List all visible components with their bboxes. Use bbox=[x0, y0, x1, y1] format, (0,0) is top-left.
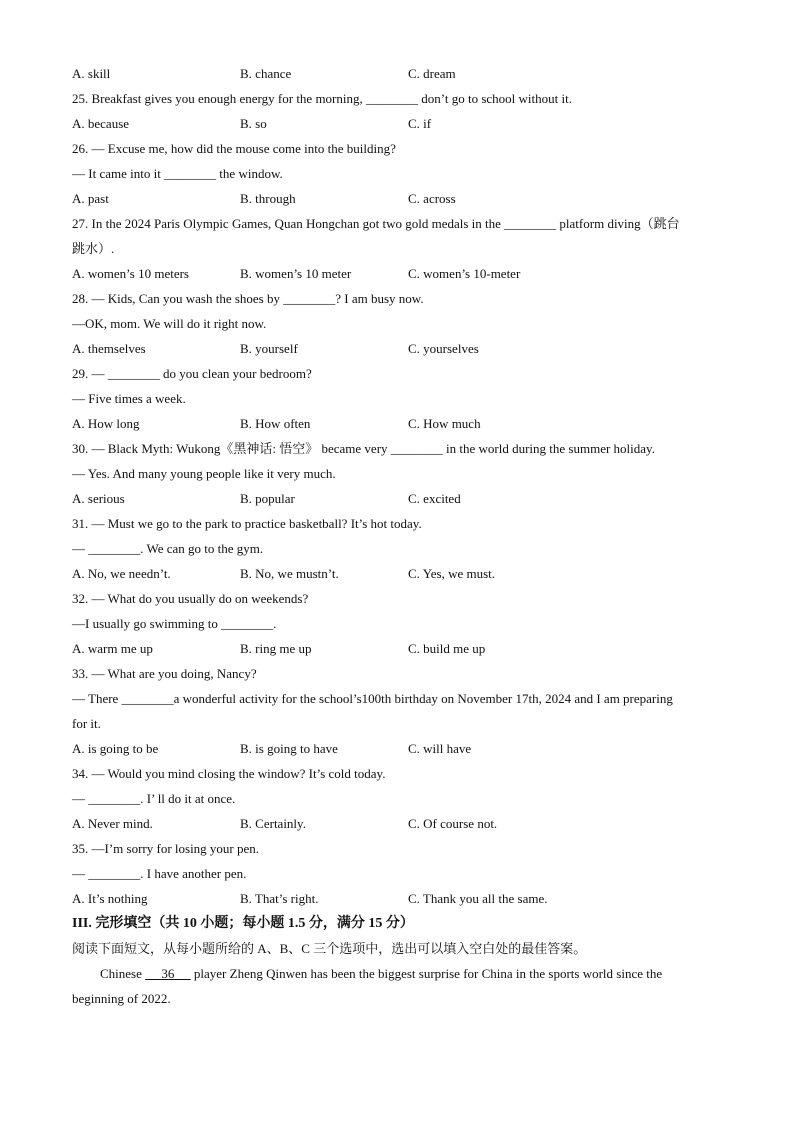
q29-options bbox=[72, 411, 732, 436]
exam-page bbox=[72, 61, 732, 1011]
q32-stem: 32. — What do you usually do on weekends? bbox=[72, 591, 309, 606]
q26-option-c: C. across bbox=[408, 191, 456, 206]
q33-stem: 33. — What are you doing, Nancy? bbox=[72, 666, 257, 681]
q24-option-b: B. chance bbox=[240, 66, 292, 81]
q31-option-a: A. No, we needn’t. bbox=[72, 566, 171, 581]
q24-option-c: C. dream bbox=[408, 66, 456, 81]
blank-36: 36 bbox=[145, 966, 191, 981]
q33-reply-cont: for it. bbox=[72, 716, 101, 731]
q30-option-a: A. serious bbox=[72, 491, 125, 506]
q32-options bbox=[72, 636, 732, 661]
q33-options bbox=[72, 736, 732, 761]
q31-option-c: C. Yes, we must. bbox=[408, 566, 496, 581]
q33-option-a: A. is going to be bbox=[72, 741, 159, 756]
q27-option-c: C. women’s 10-meter bbox=[408, 266, 521, 281]
q26-reply: — It came into it ________ the window. bbox=[72, 166, 283, 181]
q34-reply: — ________. I’ ll do it at once. bbox=[72, 791, 236, 806]
q27-stem: 27. In the 2024 Paris Olympic Games, Quan Hongchan got two gold medals in the ________ platform diving（跳台 bbox=[72, 216, 680, 231]
q34-option-a: A. Never mind. bbox=[72, 816, 153, 831]
q31-stem: 31. — Must we go to the park to practice basketball? It’s hot today. bbox=[72, 516, 422, 531]
section-3-title: III. 完形填空（共 10 小题；每小题 1.5 分，满分 15 分） bbox=[72, 916, 414, 931]
q27-options bbox=[72, 261, 732, 286]
q26-options bbox=[72, 186, 732, 211]
q30-option-c: C. excited bbox=[408, 491, 461, 506]
q28-reply: —OK, mom. We will do it right now. bbox=[72, 316, 267, 331]
q28-stem: 28. — Kids, Can you wash the shoes by ________? I am busy now. bbox=[72, 291, 424, 306]
q27-stem-cont: 跳水）. bbox=[72, 241, 115, 256]
q25-stem: 25. Breakfast gives you enough energy for the morning, ________ don’t go to school without it. bbox=[72, 91, 572, 106]
q27-option-a: A. women’s 10 meters bbox=[72, 266, 189, 281]
q28-option-c: C. yourselves bbox=[408, 341, 479, 356]
q30-reply: — Yes. And many young people like it very much. bbox=[72, 466, 336, 481]
q32-option-a: A. warm me up bbox=[72, 641, 153, 656]
q26-option-a: A. past bbox=[72, 191, 109, 206]
q31-options bbox=[72, 561, 732, 586]
section-3-instruction: 阅读下面短文，从每小题所给的 A、B、C 三个选项中，选出可以填入空白处的最佳答案。 bbox=[72, 941, 587, 956]
q24-options bbox=[72, 61, 732, 86]
q30-stem: 30. — Black Myth: Wukong《黑神话: 悟空》 became very ________ in the world during the summer holiday. bbox=[72, 441, 655, 456]
q30-options bbox=[72, 486, 732, 511]
q28-options bbox=[72, 336, 732, 361]
q25-options bbox=[72, 111, 732, 136]
q29-option-c: C. How much bbox=[408, 416, 481, 431]
q34-option-b: B. Certainly. bbox=[240, 816, 306, 831]
q33-option-c: C. will have bbox=[408, 741, 472, 756]
q29-reply: — Five times a week. bbox=[72, 391, 186, 406]
q29-option-b: B. How often bbox=[240, 416, 311, 431]
q26-stem: 26. — Excuse me, how did the mouse come into the building? bbox=[72, 141, 396, 156]
q35-option-c: C. Thank you all the same. bbox=[408, 891, 548, 906]
q32-option-b: B. ring me up bbox=[240, 641, 312, 656]
q35-option-a: A. It’s nothing bbox=[72, 891, 148, 906]
q32-reply: —I usually go swimming to ________. bbox=[72, 616, 277, 631]
q35-options bbox=[72, 886, 732, 911]
q32-option-c: C. build me up bbox=[408, 641, 486, 656]
passage-rest: player Zheng Qinwen has been the biggest surprise for China in the sports world since the bbox=[190, 966, 663, 981]
q31-option-b: B. No, we mustn’t. bbox=[240, 566, 339, 581]
passage-start: Chinese bbox=[100, 966, 146, 981]
q30-option-b: B. popular bbox=[240, 491, 295, 506]
q33-option-b: B. is going to have bbox=[240, 741, 338, 756]
q26-option-b: B. through bbox=[240, 191, 296, 206]
q25-option-a: A. because bbox=[72, 116, 130, 131]
passage-line-1 bbox=[72, 961, 732, 986]
q27-option-b: B. women’s 10 meter bbox=[240, 266, 352, 281]
q28-option-a: A. themselves bbox=[72, 341, 146, 356]
q35-stem: 35. —I’m sorry for losing your pen. bbox=[72, 841, 260, 856]
q33-reply: — There ________a wonderful activity for the school’s100th birthday on November 17th, 2024 and I am preparing bbox=[72, 691, 673, 706]
q25-option-c: C. if bbox=[408, 116, 432, 131]
q25-option-b: B. so bbox=[240, 116, 267, 131]
q28-option-b: B. yourself bbox=[240, 341, 298, 356]
q34-option-c: C. Of course not. bbox=[408, 816, 498, 831]
q24-option-a: A. skill bbox=[72, 66, 111, 81]
q34-stem: 34. — Would you mind closing the window? It’s cold today. bbox=[72, 766, 386, 781]
q29-stem: 29. — ________ do you clean your bedroom? bbox=[72, 366, 312, 381]
q29-option-a: A. How long bbox=[72, 416, 140, 431]
q31-reply: — ________. We can go to the gym. bbox=[72, 541, 264, 556]
q34-options bbox=[72, 811, 732, 836]
q35-option-b: B. That’s right. bbox=[240, 891, 319, 906]
q35-reply: — ________. I have another pen. bbox=[72, 866, 247, 881]
passage-line-2: beginning of 2022. bbox=[72, 991, 171, 1006]
